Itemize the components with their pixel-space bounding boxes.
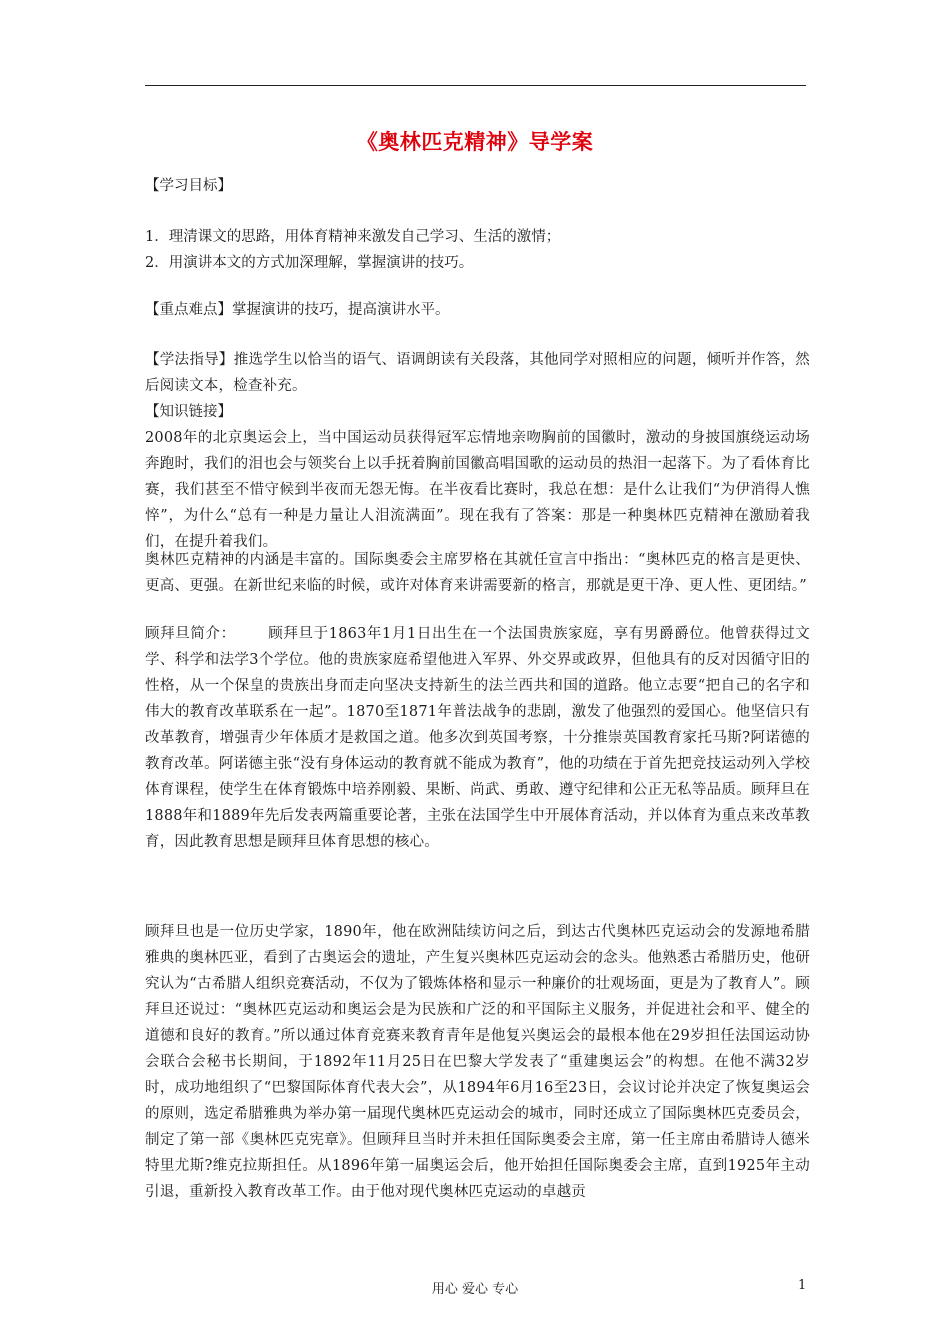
knowledge-paragraph-2: 奥林匹克精神的内涵是丰富的。国际奥委会主席罗格在其就任宣言中指出：“奥林匹克的格言是更快、更高、更强。在新世纪来临的时候，或许对体育来讲需要新的格言，那就是更干净、更人性、更团结。” [145, 552, 810, 594]
goals-heading: 【学习目标】 [145, 178, 232, 194]
coubertin-history: 顾拜旦也是一位历史学家，1890年，他在欧洲陆续访问之后，到达古代奥林匹克运动会的发源地希腊雅典的奥林匹亚，看到了古奥运会的遗址，产生复兴奥林匹克运动会的念头。他熟悉古希腊历史，他研究认为“古希腊人组织竞赛活动，不仅为了锻炼体格和显示一种廉价的壮观场面，更是为了教育人”。顾拜旦还说过：“奥林匹克运动和奥运会是为民族和广泛的和平国际主义服务，并促进社会和平、健全的道德和良好的教育。”所以通过体育竞赛来教育青年是他复兴奥运会的最根本他在29岁担任法国运动协会联合会秘书长期间，于1892年11月25日在巴黎大学发表了“重建奥运会”的构想。在他不满32岁时，成功地组织了“巴黎国际体育代表大会”，从1894年6月16至23日，会议讨论并决定了恢复奥运会的原则，选定希腊雅典为举办第一届现代奥林匹克运动会的城市，同时还成立了国际奥林匹克委员会，制定了第一部《奥林匹克宪章》。但顾拜旦当时并未担任国际奥委会主席，第一任主席由希腊诗人德米特里尤斯?维克拉斯担任。从1896年第一届奥运会后，他开始担任国际奥委会主席，直到1925年主动引退，重新投入教育改革工作。由于他对现代奥林匹克运动的卓越贡 [145, 924, 810, 1200]
page-title: 《奥林匹克精神》导学案 [356, 130, 594, 154]
bio-label: 顾拜旦简介： [145, 626, 236, 642]
knowledge-paragraph-1: 2008年的北京奥运会上，当中国运动员获得冠军忘情地亲吻胸前的国徽时，激动的身披国旗绕运动场奔跑时，我们的泪也会与领奖台上以手抚着胸前国徽高唱国歌的运动员的热泪一起落下。为了看体育比赛，我们甚至不惜守候到半夜而无怨无悔。在半夜看比赛时，我总在想：是什么让我们“为伊消得人憔悴”，为什么“总有一种是力量让人泪流满面”。现在我有了答案：那是一种奥林匹克精神在激励着我们，在提升着我们。 [145, 430, 810, 550]
coubertin-bio [145, 621, 810, 855]
goal-item-2: 2．用演讲本文的方式加深理解，掌握演讲的技巧。 [145, 255, 474, 271]
footer-motto: 用心 爱心 专心 [431, 1282, 519, 1297]
page-number: 1 [798, 1278, 807, 1293]
knowledge-heading: 【知识链接】 [145, 404, 232, 420]
key-points-text: 掌握演讲的技巧，提高演讲水平。 [232, 302, 450, 318]
key-points-label: 【重点难点】 [145, 302, 232, 318]
goal-item-1: 1．理清课文的思路，用体育精神来激发自己学习、生活的激情； [145, 229, 561, 245]
bio-text: 顾拜旦于1863年1月1日出生在一个法国贵族家庭，享有男爵爵位。他曾获得过文学、科学和法学3个学位。他的贵族家庭希望他进入军界、外交界或政界，但他具有的反对因循守旧的性格，从一个保皇的贵族出身而走向坚决支持新生的法兰西共和国的道路。他立志要“把自己的名字和伟大的教育改革联系在一起”。1870至1871年普法战争的悲剧，激发了他强烈的爱国心。他坚信只有改革教育，增强青少年体质才是救国之道。他多次到英国考察，十分推崇英国教育家托马斯?阿诺德的教育改革。阿诺德主张“没有身体运动的教育就不能成为教育”，他的功绩在于首先把竞技运动列入学校体育课程，使学生在体育锻炼中培养刚毅、果断、尚武、勇敢、遵守纪律和公正无私等品质。顾拜旦在1888年和1889年先后发表两篇重要论著，主张在法国学生中开展体育活动，并以体育为重点来改革教育，因此教育思想是顾拜旦体育思想的核心。 [145, 626, 810, 850]
method-guidance [145, 347, 810, 399]
method-text: 推选学生以恰当的语气、语调朗读有关段落，其他同学对照相应的问题，倾听并作答，然后阅读文本，检查补充。 [145, 352, 811, 394]
header-rule [145, 85, 806, 86]
key-points [145, 297, 810, 323]
method-label: 【学法指导】 [145, 352, 234, 368]
